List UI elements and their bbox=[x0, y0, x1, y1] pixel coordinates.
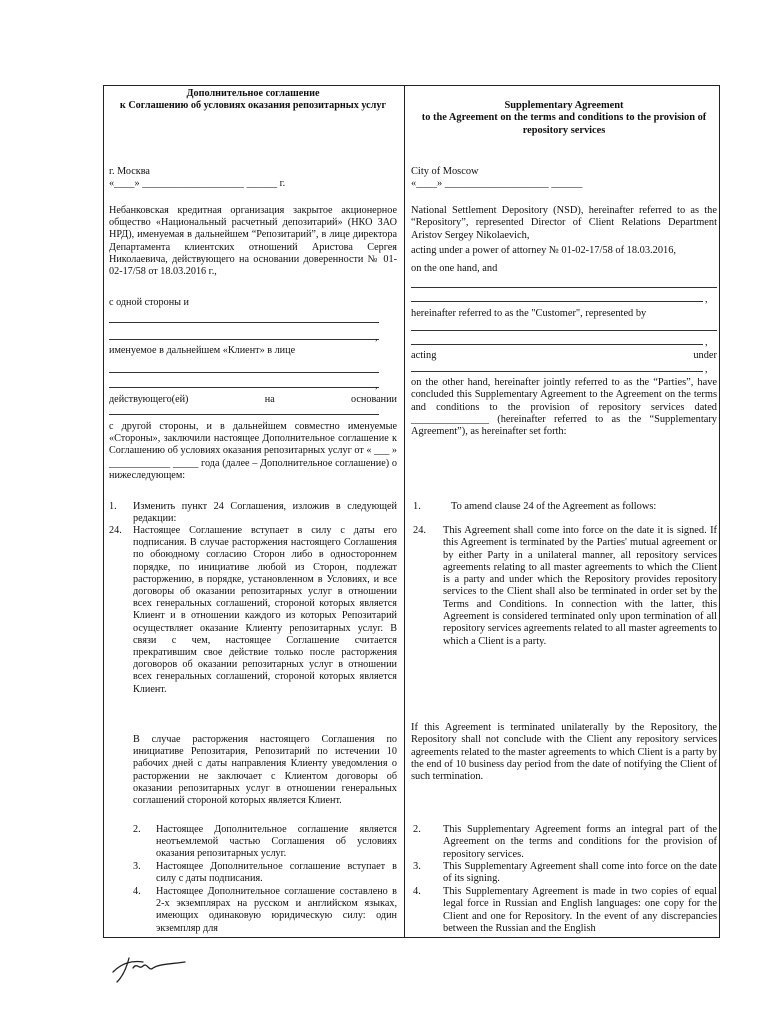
column-divider bbox=[404, 86, 405, 937]
en-item-24-number: 24. bbox=[413, 525, 426, 536]
ru-item-2-number: 2. bbox=[133, 824, 141, 835]
en-blank-line bbox=[411, 336, 703, 345]
en-item-4-number: 4. bbox=[413, 886, 421, 897]
ru-concluded: с другой стороны, и в дальнейшем совместно именуемые «Стороны», заключили настоящее Дополнительное соглашение к Соглашению об условиях оказания репозитарных услуг от « ___ » ____________ _____ года (далее – Дополнительное соглашение) о нижеследующем: bbox=[109, 421, 397, 481]
ru-item-4-text: Настоящее Дополнительное соглашение составлено в 2-х экземплярах на русском и английском языках, имеющих одинаковую юридическую силу: один экземпляр для bbox=[156, 886, 397, 934]
ru-item-4-number: 4. bbox=[133, 886, 141, 897]
en-item-3-text: This Supplementary Agreement shall come into force on the date of its signing. bbox=[443, 861, 717, 885]
ru-one-side: с одной стороны и bbox=[109, 297, 190, 308]
en-acting-line bbox=[411, 350, 717, 362]
ru-blank-line bbox=[109, 331, 379, 340]
ru-acting-right: основании bbox=[351, 394, 397, 405]
en-one-hand: on the one hand, and bbox=[411, 263, 498, 274]
ru-blank-line bbox=[109, 379, 379, 388]
ru-acting-line bbox=[109, 394, 397, 406]
en-acting-right: under bbox=[693, 350, 717, 361]
ru-blank-line bbox=[109, 364, 379, 373]
ru-client-named: именуемое в дальнейшем «Клиент» в лице bbox=[109, 345, 296, 356]
ru-acting-mid: на bbox=[264, 394, 275, 405]
en-acting-left: acting bbox=[411, 350, 437, 361]
ru-city: г. Москва bbox=[109, 166, 150, 177]
en-parties-intro: National Settlement Depository (NSD), hereinafter referred to as the “Repository”, represented Director of Client Relations Department Aristov Sergey Nikolaevich, bbox=[411, 205, 717, 241]
ru-date-line: «____» ____________________ ______ г. bbox=[109, 178, 286, 189]
ru-acting-left: действующего(ей) bbox=[109, 394, 189, 405]
ru-item-2-text: Настоящее Дополнительное соглашение является неотъемлемой частью Соглашения об условиях оказания репозитарных услуг. bbox=[156, 824, 397, 860]
en-item-4-text: This Supplementary Agreement is made in two copies of equal legal force in Russian and English languages: one copy for the Client and one for Repository. In the event of any discrepancies between the Russian and the English bbox=[443, 886, 717, 934]
ru-item-24-text: Настоящее Соглашение вступает в силу с даты его подписания. В случае расторжения настоящего Соглашения по обоюдному согласию Сторон либо в одностороннем порядке, по инициативе любой из Сторон, подлежат расторжению, в порядке, установленном в Условиях, и все договоры об оказании репозитарных услуг в отношении всех генеральных соглашений, стороной которых является Клиент и в отношении каждого из которых Репозитарий осуществляет оказание Клиенту репозитарных услуг. В связи с чем, настоящее Соглашение считается прекратившим свое действие только после расторжения договоров об оказании репозитарных услуг в отношении всех генеральных соглашений, стороной которых является Клиент. bbox=[133, 525, 397, 695]
en-blank-line bbox=[411, 363, 703, 372]
ru-blank-line bbox=[109, 406, 379, 415]
handwritten-signature-icon bbox=[109, 950, 189, 991]
en-item-24-text: This Agreement shall come into force on the date it is signed. If this Agreement is terminated by the Parties' mutual agreement or by either Party in a unilateral manner, all repository services agreements relating to all master agreements to which the Client is a party and under which the Repository provides repository services to the Client shall also be terminated in order set by the Terms and Conditions. In connection with the latter, this Agreement is considered terminated only upon termination of all repository services agreements related to all master agreements to which a Client is a party. bbox=[443, 525, 717, 647]
en-city: City of Moscow bbox=[411, 166, 479, 177]
ru-item-3-number: 3. bbox=[133, 861, 141, 872]
ru-item-24-number: 24. bbox=[109, 525, 122, 536]
ru-blank-line bbox=[109, 314, 379, 323]
en-blank-line bbox=[411, 293, 703, 302]
en-item-2-number: 2. bbox=[413, 824, 421, 835]
en-item-3-number: 3. bbox=[413, 861, 421, 872]
en-repo-termination: If this Agreement is terminated unilaterally by the Repository, the Repository shall not conclude with the Client any repository services agreements related to the master agreements to which Client is a party by the end of 10 business day period from the date of notifying the Client of such termination. bbox=[411, 722, 717, 783]
signature-graphic bbox=[109, 950, 189, 986]
en-blank-line bbox=[411, 322, 717, 331]
ru-title: Дополнительное соглашение к Соглашению об условиях оказания репозитарных услуг bbox=[119, 88, 387, 112]
ru-item-1-text: Изменить пункт 24 Соглашения, изложив в следующей редакции: bbox=[133, 501, 397, 525]
agreement-table: Дополнительное соглашение к Соглашению об условиях оказания репозитарных услуг г. Москва «____» ____________________ ______ г. Небанковская кредитная организация закрытое акционерное общество «Национальный расчетный депозитарий» (НКО ЗАО НРД), именуемая в дальнейшем “Репозитарий”, в лице директора Департамента клиентских отношений Аристова Сергея Николаевича, действующего на основании доверенности № 01-02-17/58 от 18.03.2016 г., с одной стороны и , именуемое в дальнейшем «Клиент» в лице , действующего(ей) на основании с другой стороны, и в дальнейшем совместно именуемые «Стороны», заключили настоящее Дополнительное соглашение к Соглашению об условиях оказания репозитарных услуг от « ___ » ____________ _____ года (далее – Дополнительное соглашение) о нижеследующем: 1. Изменить пункт 24 Соглашения, изложив в следующей редакции: 24. Настоящее Соглашение вступает в силу с даты его подписания. В случае расторжения настоящего Соглашения по обоюдному согласию Сторон либо в одностороннем порядке, по инициативе любой из Сторон, подлежат расторжению, в порядке, установленном в Условиях, и все договоры об оказании репозитарных услуг в отношении всех генеральных соглашений, стороной которых является Клиент и в отношении каждого из которых Репозитарий осуществляет оказание Клиенту репозитарных услуг. В связи с чем, настоящее Соглашение считается прекратившим свое действие только после расторжения договоров об оказании репозитарных услуг в отношении всех генеральных соглашений, стороной которых является Клиент. В случае расторжения настоящего Соглашения по инициативе Репозитария, Репозитарий по истечении 10 рабочих дней с даты направления Клиенту уведомления о расторжении не заключает с Клиентом договоры об оказании репозитарных услуг в отношении генеральных соглашений стороной которых является Клиент. 2. Настоящее Дополнительное соглашение является неотъемлемой частью Соглашения об условиях оказания репозитарных услуг. 3. Настоящее Дополнительное соглашение вступает в силу с даты подписания. 4. Настоящее Дополнительное соглашение составлено в 2-х экземплярах на русском и английском языках, имеющих одинаковую юридическую силу: один экземпляр для Supplementary Agreement to the Agreement on the terms and conditions to the provision of repository services City of Moscow «____» ____________________ ______ National Settlement Depository (NSD), hereinafter referred to as the “Repository”, represented Director of Client Relations Department Aristov Sergey Nikolaevich, acting under a power of attorney № 01-02-17/58 of 18.03.2016, on the one hand, and , hereinafter referred to as the "Customer", represented by , acting under , on the other hand, hereinafter jointly referred to as the “Parties”, have concluded this Supplementary Agreement to the Agreement on the terms and conditions to the provision of repository services dated _______________ (hereinafter referred to as the “Supplementary Agreement”), as hereinafter set forth: 1. To amend clause 24 of the Agreement as follows: 24. This Agreement shall come into force on the date it is signed. If this Agreement is terminated by the Parties' mutual agreement or by either Party in a unilateral manner, all repository services agreements relating to all master agreements to which the Client is a party and under which the Repository provides repository services to the Client shall also be terminated in order set by the Terms and Conditions. In connection with the latter, this Agreement is considered terminated only upon termination of all repository services agreements related to all master agreements to which a Client is a party. If this Agreement is terminated unilaterally by the Repository, the Repository shall not conclude with the Client any repository services agreements related to the master agreements to which Client is a party by the end of 10 business day period from the date of notifying the Client of such termination. 2. This Supplementary Agreement forms an integral part of the Agreement on the terms and conditions for the provision of repository services. 3. This Supplementary Agreement shall come into force on the date of its signing. 4. This Supplementary Agreement is made in two copies of equal legal force in Russian and English languages: one copy for the Client and one for Repository. In the event of any discrepancies between the Russian and the English bbox=[103, 85, 720, 938]
en-blank-line bbox=[411, 279, 717, 288]
ru-item-1-number: 1. bbox=[109, 501, 117, 512]
en-attorney: acting under a power of attorney № 01-02-17/58 of 18.03.2016, bbox=[411, 245, 676, 256]
en-item-2-text: This Supplementary Agreement forms an integral part of the Agreement on the terms and conditions for the provision of repository services. bbox=[443, 824, 717, 860]
ru-parties-intro: Небанковская кредитная организация закрытое акционерное общество «Национальный расчетный депозитарий» (НКО ЗАО НРД), именуемая в дальнейшем “Репозитарий”, в лице директора Департамента клиентских отношений Аристова Сергея Николаевича, действующего на основании доверенности № 01-02-17/58 от 18.03.2016 г., bbox=[109, 205, 397, 278]
en-item-1-text: To amend clause 24 of the Agreement as follows: bbox=[451, 501, 657, 512]
en-customer-ref: hereinafter referred to as the "Customer", represented by bbox=[411, 308, 647, 319]
ru-repo-termination: В случае расторжения настоящего Соглашения по инициативе Репозитария, Репозитарий по истечении 10 рабочих дней с даты направления Клиенту уведомления о расторжении не заключает с Клиентом договоры об оказании репозитарных услуг в отношении генеральных соглашений стороной которых является Клиент. bbox=[133, 734, 397, 807]
ru-item-3-text: Настоящее Дополнительное соглашение вступает в силу с даты подписания. bbox=[156, 861, 397, 885]
en-title: Supplementary Agreement to the Agreement on the terms and conditions to the provision of repository services bbox=[421, 100, 707, 136]
en-concluded: on the other hand, hereinafter jointly referred to as the “Parties”, have concluded this Supplementary Agreement to the Agreement on the terms and conditions to the provision of repository services dated _______________ (hereinafter referred to as the “Supplementary Agreement”), as hereinafter set forth: bbox=[411, 377, 717, 438]
en-item-1-number: 1. bbox=[413, 501, 421, 512]
en-date-line: «____» ____________________ ______ bbox=[411, 178, 583, 189]
